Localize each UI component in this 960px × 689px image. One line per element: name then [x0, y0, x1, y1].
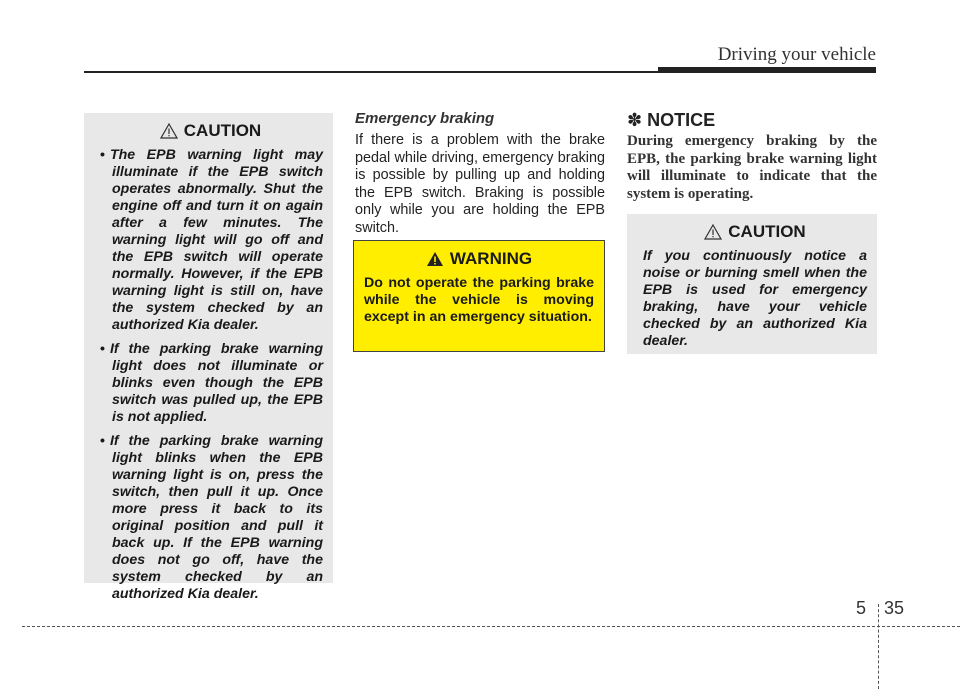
emergency-braking-text: If there is a problem with the brake pedal while driving, emergency braking is possible by pulling up and holding the EPB switch. Braking is possible only while you are holding the EPB switch. — [355, 132, 605, 236]
caution-item: • The EPB warning light may illuminate if the EPB switch operates abnormally. Shut the engine off and turn it on again after a few minutes. The warning light will go off and the EPB switch will operate normally. However, if the EPB warning light is still on, have the system checked by an authorized Kia dealer. — [98, 147, 323, 334]
caution-triangle-icon — [160, 123, 178, 139]
warning-text: Do not operate the parking brake while the vehicle is moving except in an emergency situation. — [364, 275, 594, 325]
caution-triangle-icon — [704, 224, 722, 240]
caution-title-text: CAUTION — [728, 222, 806, 241]
chapter-title: Driving your vehicle — [717, 44, 876, 65]
warning-triangle-icon — [426, 251, 444, 267]
caution-box-epb — [84, 113, 333, 602]
caution-list — [98, 147, 323, 603]
caution-item: • If the parking brake warning light blinks when the EPB warning light is on, press the switch, then pull it up. Once more press it back to its original position and pull it back up. If the EPB warning does not go off, have the system checked by an authorized Kia dealer. — [98, 433, 323, 603]
caution-title-text: CAUTION — [183, 121, 262, 140]
notice-heading: ✽ NOTICE — [627, 110, 716, 130]
page-number: 35 — [884, 598, 905, 618]
caution-item: • If the parking brake warning light does not illuminate or blinks even though the EPB switch was pulled up, the EPB is not applied. — [98, 341, 323, 426]
chapter-number: 5 — [856, 598, 867, 618]
warning-title-text: WARNING — [449, 249, 533, 268]
caution-title — [98, 121, 323, 141]
warning-title — [364, 249, 594, 269]
emergency-braking-heading: Emergency braking — [355, 110, 495, 127]
caution-title — [643, 222, 867, 242]
header-rule-accent — [658, 67, 876, 73]
caution-text: If you continuously notice a noise or burning smell when the EPB is used for emergency braking, have your vehicle checked by an authorized Kia dealer. — [643, 248, 867, 349]
footer-divider — [878, 604, 879, 689]
warning-box — [353, 240, 605, 352]
caution-box-noise — [627, 214, 877, 354]
footer-rule — [22, 626, 960, 627]
notice-text: During emergency braking by the EPB, the parking brake warning light will illuminate to indicate that the system is operating. — [627, 133, 877, 202]
